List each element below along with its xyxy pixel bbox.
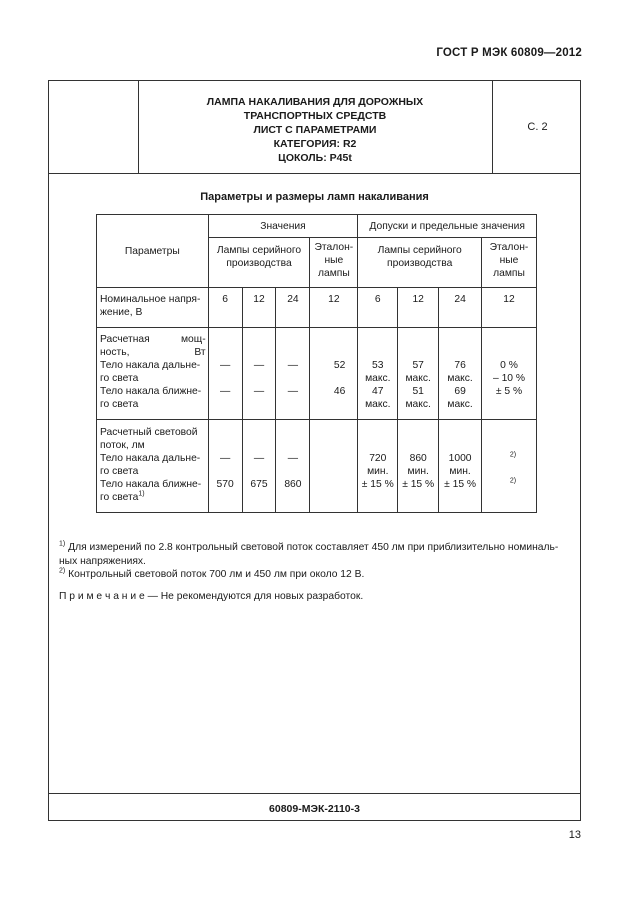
voltage-value: 12 [398, 288, 439, 328]
power-tol-12: 57 макс. 51 макс. [398, 328, 439, 420]
power-tol-standard: 0 % – 10 % ± 5 % [482, 328, 537, 420]
header-serial-values: Лампы серийного производства [208, 238, 310, 288]
voltage-value: 12 [482, 288, 537, 328]
flux-label-cell [97, 420, 209, 513]
title-line: КАТЕГОРИЯ: R2 [273, 138, 357, 150]
header-right-cell [492, 81, 582, 173]
note-label: П р и м е ч а н и е [59, 590, 145, 602]
flux-standard [310, 420, 358, 513]
header-values: Значения [208, 215, 358, 238]
header-parameters: Параметры [97, 215, 209, 288]
note-text: — Не рекомендуются для новых разработок. [144, 590, 364, 602]
flux-tol-6: 720 мин. ± 15 % [358, 420, 398, 513]
row-voltage [97, 288, 537, 328]
row-power [97, 328, 537, 420]
title-line: ЛАМПА НАКАЛИВАНИЯ ДЛЯ ДОРОЖНЫХ [206, 96, 424, 108]
footnote-1: $^{1)}$ Для измерений по 2.8 контрольный световой поток составляет 450 лм при приблизительно номиналь-ных напряжениях. [59, 540, 559, 567]
flux-tol-standard: $^{2)}$ $^{2)}$ [482, 420, 537, 513]
row-flux [97, 420, 537, 513]
sheet-header [49, 81, 580, 174]
footnotes [59, 541, 571, 603]
voltage-value: 12 [242, 288, 276, 328]
header-standard-values: Эталон-ные лампы [310, 238, 358, 288]
flux-high-label: Тело накала дальне-го света [100, 453, 201, 477]
voltage-value: 24 [439, 288, 482, 328]
table-title: Параметры и размеры ламп накаливания [200, 191, 429, 203]
power-tol-6: 53 макс. 47 макс. [358, 328, 398, 420]
sheet-code: 60809-МЭК-2110-3 [49, 793, 580, 822]
page-number: 13 [568, 829, 581, 841]
header-left-cell [49, 81, 139, 173]
sheet-title [139, 95, 491, 165]
header-tolerances: Допуски и предельные значения [358, 215, 537, 238]
table-header-row [97, 215, 537, 238]
voltage-value: 24 [276, 288, 310, 328]
flux-label: Расчетный световой поток, лм [100, 427, 198, 451]
power-low-label: Тело накала ближне-го света [100, 386, 202, 410]
parameters-table [96, 214, 537, 513]
power-high-label: Тело накала дальне-го света [100, 360, 201, 384]
power-label: Расчетная мощ-ность, Вт [100, 334, 206, 358]
footnote-2: $^{2)}$ Контрольный световой поток 700 лм и 450 лм при около 12 В. [59, 567, 365, 580]
title-line: ЛИСТ С ПАРАМЕТРАМИ [253, 124, 377, 136]
sheet-page-ref: С. 2 [527, 121, 548, 133]
flux-tol-12: 860 мин. ± 15 % [398, 420, 439, 513]
title-line: ЦОКОЛЬ: P45t [278, 152, 352, 164]
power-serial-12: — — [242, 328, 276, 420]
voltage-label: Номинальное напря-жение, В [97, 288, 209, 328]
flux-tol-24: 1000 мин. ± 15 % [439, 420, 482, 513]
voltage-value: 12 [310, 288, 358, 328]
flux-serial-12: — 675 [242, 420, 276, 513]
power-label-cell [97, 328, 209, 420]
title-line: ТРАНСПОРТНЫХ СРЕДСТВ [243, 110, 387, 122]
voltage-value: 6 [358, 288, 398, 328]
power-standard: 52 46 [310, 328, 358, 420]
flux-serial-6: — 570 [208, 420, 242, 513]
standard-designation: ГОСТ Р МЭК 60809—2012 [436, 47, 582, 59]
header-serial-tolerances: Лампы серийного производства [358, 238, 482, 288]
power-serial-6: — — [208, 328, 242, 420]
flux-serial-24: — 860 [276, 420, 310, 513]
voltage-value: 6 [208, 288, 242, 328]
note [59, 590, 571, 604]
flux-low-label: Тело накала ближне-го света$^{1)}$ [100, 479, 202, 503]
power-serial-24: — — [276, 328, 310, 420]
power-tol-24: 76 макс. 69 макс. [439, 328, 482, 420]
header-standard-tolerances: Эталон-ные лампы [482, 238, 537, 288]
sheet-frame [48, 80, 581, 821]
